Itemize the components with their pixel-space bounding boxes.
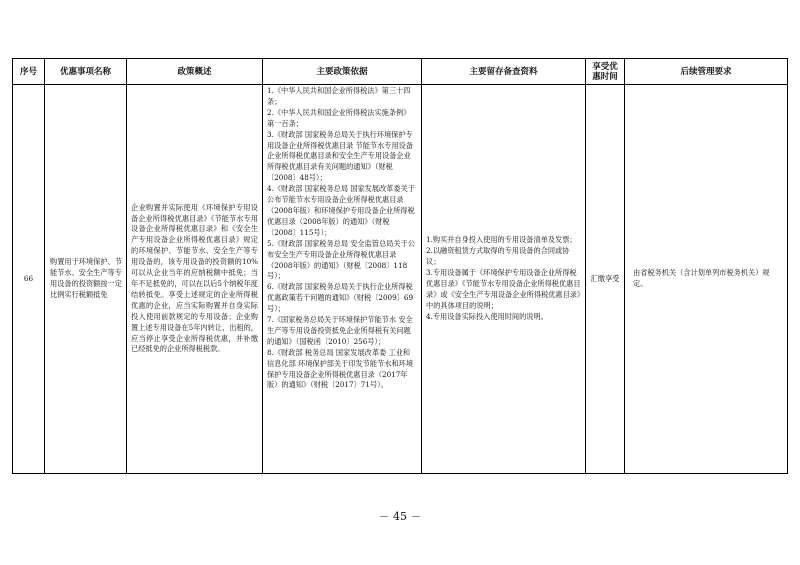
basis-item: 3.《财政部 国家税务总局关于执行环境保护专用设备企业所得税优惠目录 节能节水专用设备企业所得税优惠目录和安全生产专用设备企业所得税优惠目录有关问题的通知》（财税〔2008〕48号）； <box>267 129 414 183</box>
document-item: 2.以融资租赁方式取得的专用设备的合同或协议； <box>426 246 570 267</box>
header-enjoy-time <box>586 59 625 85</box>
basis-item: 2.《中华人民共和国企业所得税法实施条例》第一百条； <box>267 107 411 128</box>
document-item: 1.购买并自身投入使用的专用设备清单及发票； <box>426 235 577 245</box>
header-enjoy-time-label: 享受优 惠时间 <box>592 61 618 82</box>
cell-policy-basis <box>263 85 422 474</box>
table-row <box>13 85 788 474</box>
basis-item: 6.《财政部 国家税务总局关于执行企业所得税优惠政策若干问题的通知》（财税〔2009〕69号）； <box>267 282 414 314</box>
document-item: 3.专用设备属于《环境保护专用设备企业所得税优惠目录》《节能节水专用设备企业所得税优惠目录》或《安全生产专用设备企业所得税优惠目录》中的具体项目的说明； <box>426 268 581 310</box>
basis-item: 8.《财政部 税务总局 国家发展改革委 工业和信息化部 环境保护部关于印发节能节水和环境保护专用设备企业所得税优惠目录（2017年版）的通知》（财税〔2017〕71号）。 <box>267 347 414 390</box>
tax-preference-table <box>12 58 788 474</box>
cell-item-name: 购置用于环境保护、节能节水、安全生产等专用设备的投资额按一定比例实行税额抵免 <box>45 85 127 474</box>
cell-retained-documents <box>422 85 586 474</box>
basis-item: 1.《中华人民共和国企业所得税法》第三十四条； <box>267 86 411 106</box>
basis-item: 5.《财政部 国家税务总局 安全监管总局关于公布安全生产专用设备企业所得税优惠目录（2008年版）的通知》（财税〔2008〕118号）； <box>267 238 415 281</box>
cell-policy-summary: 企业购置并实际使用《环境保护专用设备企业所得税优惠目录》《节能节水专用设备企业所得税优惠目录》和《安全生产专用设备企业所得税优惠目录》规定的环境保护、节能节水、安全生产等专用设备的，该专用设备的投资额的10%可以从企业当年的应纳税额中抵免；当年不足抵免的，可以在以后5个纳税年度结转抵免。享受上述规定的企业所得税优惠的企业，应当实际购置并自身实际投入使用前款规定的专用设备；企业购置上述专用设备在5年内转让、出租的，应当停止享受企业所得税优惠，并补缴已经抵免的企业所得税税款。 <box>127 85 263 474</box>
cell-serial-number: 66 <box>13 85 45 474</box>
table-header-row <box>13 59 788 85</box>
header-item-name: 优惠事项名称 <box>45 59 127 85</box>
header-follow-up-requirements: 后续管理要求 <box>625 59 788 85</box>
header-serial-number: 序号 <box>13 59 45 85</box>
basis-item: 7.《国家税务总局关于环境保护节能节水 安全生产等专用设备投资抵免企业所得税有关问题的通知》（国税函〔2010〕256号）； <box>267 315 413 346</box>
basis-item: 4.《财政部 国家税务总局 国家发展改革委关于公布节能节水专用设备企业所得税优惠目录（2008年版）和环境保护专用设备企业所得税优惠目录（2008年版）的通知》（财税〔2008〕115号）； <box>267 184 415 237</box>
document-item: 4.专用设备实际投入使用时间的说明。 <box>426 311 548 321</box>
header-policy-summary: 政策概述 <box>127 59 263 85</box>
page-number: － 45 － <box>378 510 422 523</box>
cell-enjoy-time: 汇缴享受 <box>586 85 625 474</box>
header-retained-documents: 主要留存备查资料 <box>422 59 586 85</box>
header-policy-basis: 主要政策依据 <box>263 59 422 85</box>
cell-follow-up-requirements: 由省税务机关（含计划单列市税务机关）规定。 <box>625 85 788 474</box>
